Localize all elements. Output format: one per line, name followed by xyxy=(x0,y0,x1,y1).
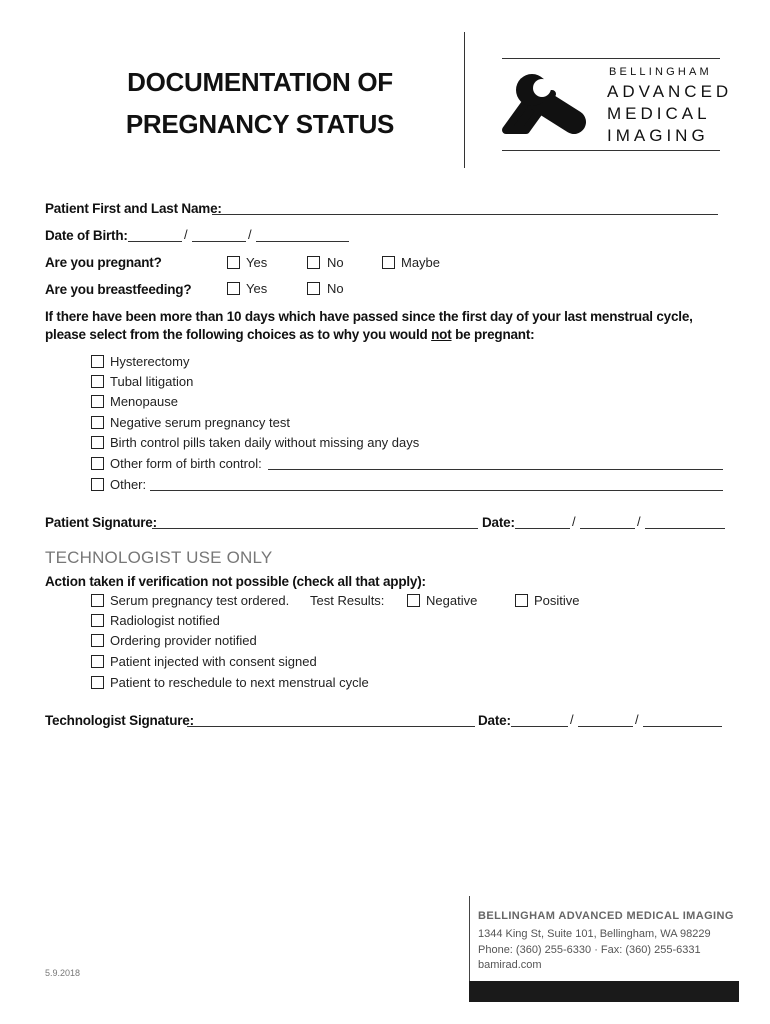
technologist-date-sep-2: / xyxy=(635,712,639,727)
form-version: 5.9.2018 xyxy=(45,968,81,978)
logo-text-bellingham: BELLINGHAM xyxy=(609,66,712,78)
other-reason-field[interactable] xyxy=(150,490,723,491)
reason-hysterectomy-checkbox[interactable] xyxy=(91,355,104,368)
reason-tubal-label: Tubal litigation xyxy=(110,374,194,389)
breastfeeding-question: Are you breastfeeding? xyxy=(45,282,192,297)
reason-tubal-checkbox[interactable] xyxy=(91,375,104,388)
patient-date-sep-1: / xyxy=(572,514,576,529)
patient-signature-field[interactable] xyxy=(152,528,478,529)
other-birth-control-field[interactable] xyxy=(268,469,723,470)
reason-serum-test-checkbox[interactable] xyxy=(91,416,104,429)
patient-date-sep-2: / xyxy=(637,514,641,529)
breastfeeding-yes-checkbox[interactable] xyxy=(227,282,240,295)
dob-day-field[interactable] xyxy=(192,241,246,242)
technologist-date-day[interactable] xyxy=(578,726,633,727)
footer-website: bamirad.com xyxy=(478,959,542,971)
logo-text-advanced: ADVANCED xyxy=(607,82,733,101)
test-positive-label: Positive xyxy=(534,593,580,608)
patient-date-month[interactable] xyxy=(515,528,570,529)
technologist-date-label: Date: xyxy=(478,713,511,728)
reason-other-birth-control-label: Other form of birth control: xyxy=(110,456,262,471)
patient-date-year[interactable] xyxy=(645,528,725,529)
action-reschedule-checkbox[interactable] xyxy=(91,676,104,689)
technologist-date-month[interactable] xyxy=(511,726,568,727)
dob-separator-2: / xyxy=(248,227,252,242)
action-injected-consent-checkbox[interactable] xyxy=(91,655,104,668)
breastfeeding-yes-label: Yes xyxy=(246,281,268,296)
technologist-signature-label: Technologist Signature: xyxy=(45,713,194,728)
action-ordering-provider-label: Ordering provider notified xyxy=(110,633,257,648)
dob-month-field[interactable] xyxy=(128,241,182,242)
technologist-heading: TECHNOLOGIST USE ONLY xyxy=(45,548,273,567)
action-injected-consent-label: Patient injected with consent signed xyxy=(110,654,317,669)
test-negative-label: Negative xyxy=(426,593,478,608)
patient-signature-label: Patient Signature: xyxy=(45,515,157,530)
logo-text-imaging: IMAGING xyxy=(607,126,709,145)
action-serum-test-checkbox[interactable] xyxy=(91,594,104,607)
breastfeeding-no-label: No xyxy=(327,281,344,296)
footer-divider xyxy=(469,896,470,986)
action-ordering-provider-checkbox[interactable] xyxy=(91,634,104,647)
reason-menopause-label: Menopause xyxy=(110,394,178,409)
action-reschedule-label: Patient to reschedule to next menstrual cycle xyxy=(110,675,369,690)
footer-org-name: BELLINGHAM ADVANCED MEDICAL IMAGING xyxy=(478,910,734,922)
logo-rule-top xyxy=(502,58,720,59)
breastfeeding-no-checkbox[interactable] xyxy=(307,282,320,295)
title-line-2: PREGNANCY STATUS xyxy=(125,108,395,139)
reason-other-birth-control-checkbox[interactable] xyxy=(91,457,104,470)
pregnant-question: Are you pregnant? xyxy=(45,255,162,270)
patient-date-day[interactable] xyxy=(580,528,635,529)
action-label: Action taken if verification not possible (check all that apply): xyxy=(45,574,426,589)
title-line-1: DOCUMENTATION OF xyxy=(127,67,393,97)
reason-birth-control-pills-label: Birth control pills taken daily without missing any days xyxy=(110,435,420,450)
footer-phone: Phone: (360) 255-6330 · Fax: (360) 255-6331 xyxy=(478,944,701,956)
patient-name-label: Patient First and Last Name: xyxy=(45,201,222,216)
form-title xyxy=(95,62,425,145)
footer-bar xyxy=(469,981,739,1002)
header-divider xyxy=(464,32,465,168)
pregnant-no-label: No xyxy=(327,255,344,270)
dob-separator-1: / xyxy=(184,227,188,242)
pregnant-no-checkbox[interactable] xyxy=(307,256,320,269)
dob-year-field[interactable] xyxy=(256,241,349,242)
technologist-date-sep-1: / xyxy=(570,712,574,727)
test-positive-checkbox[interactable] xyxy=(515,594,528,607)
patient-name-field[interactable] xyxy=(212,214,718,215)
pregnant-yes-label: Yes xyxy=(246,255,268,270)
action-radiologist-label: Radiologist notified xyxy=(110,613,220,628)
logo-rule-bottom xyxy=(502,150,720,151)
test-negative-checkbox[interactable] xyxy=(407,594,420,607)
pregnant-maybe-checkbox[interactable] xyxy=(382,256,395,269)
reason-other-label: Other: xyxy=(110,477,147,492)
reason-other-checkbox[interactable] xyxy=(91,478,104,491)
pregnant-maybe-label: Maybe xyxy=(401,255,441,270)
pregnant-yes-checkbox[interactable] xyxy=(227,256,240,269)
action-radiologist-checkbox[interactable] xyxy=(91,614,104,627)
reason-hysterectomy-label: Hysterectomy xyxy=(110,354,190,369)
logo-mark-icon xyxy=(502,70,594,140)
patient-date-label: Date: xyxy=(482,515,515,530)
emphasis-not: not xyxy=(431,327,452,342)
dob-label: Date of Birth: xyxy=(45,228,128,243)
technologist-date-year[interactable] xyxy=(643,726,722,727)
reason-menopause-checkbox[interactable] xyxy=(91,395,104,408)
logo-text-medical: MEDICAL xyxy=(607,104,711,123)
reason-birth-control-pills-checkbox[interactable] xyxy=(91,436,104,449)
menstrual-instructions: If there have been more than 10 days which have passed since the first day of your last menstrual cycle, please select from the following choices as to why you would not be pregnant: xyxy=(45,309,693,342)
footer-address: 1344 King St, Suite 101, Bellingham, WA 98229 xyxy=(478,928,711,940)
test-results-label: Test Results: xyxy=(310,593,385,608)
technologist-signature-field[interactable] xyxy=(187,726,475,727)
reason-serum-test-label: Negative serum pregnancy test xyxy=(110,415,290,430)
action-serum-test-label: Serum pregnancy test ordered. xyxy=(110,593,290,608)
